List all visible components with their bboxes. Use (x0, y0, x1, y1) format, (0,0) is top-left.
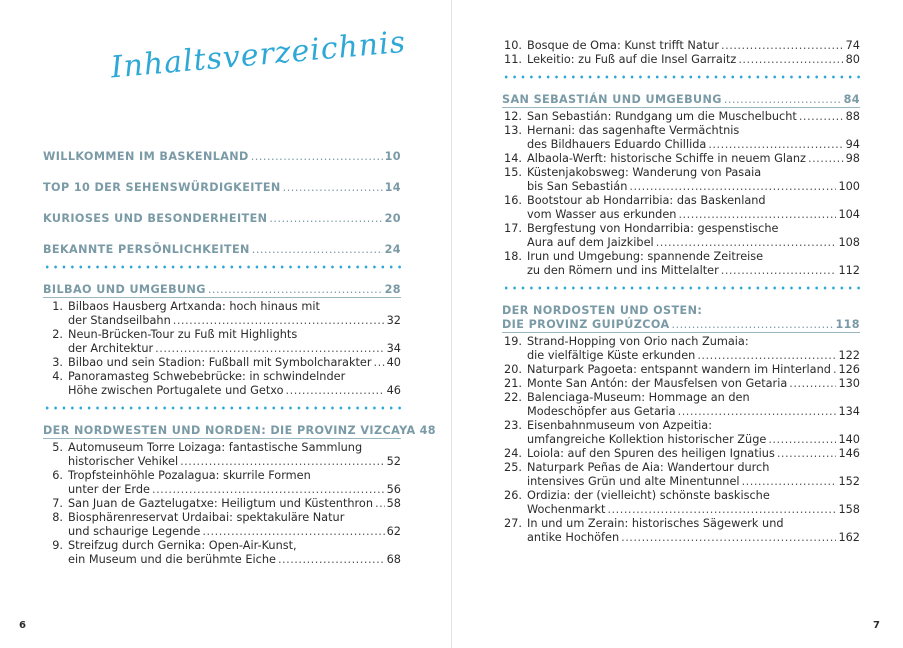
item-text: umfangreiche Kollektion historischer Züge (527, 433, 767, 446)
dot-leader (251, 150, 383, 164)
item-text: antike Hochöfen (527, 531, 620, 544)
item-page: 62 (386, 525, 401, 538)
item-page: 80 (845, 53, 860, 66)
item-page: 122 (838, 349, 860, 362)
item-text: Bootstour ab Hondarribia: das Baskenland (527, 194, 766, 207)
item-text: Küstenjakobsweg: Wanderung von Pasaia (527, 166, 762, 179)
dot-leader (374, 356, 385, 370)
item-page: 112 (838, 264, 860, 277)
toc-item[interactable] (502, 166, 860, 194)
item-page: 98 (845, 152, 860, 165)
section-heading-bilbao[interactable] (43, 283, 401, 297)
item-number: 21. (504, 377, 522, 390)
section-heading-guipuzcoa[interactable] (502, 304, 860, 332)
item-number: 20. (504, 363, 522, 376)
section-rule (43, 297, 401, 298)
section-page: 118 (835, 318, 860, 331)
toc-item[interactable] (502, 363, 860, 377)
section-page: 84 (843, 93, 860, 106)
dotted-separator (502, 73, 860, 81)
page-number-left: 6 (19, 620, 26, 631)
toc-right (502, 39, 860, 545)
item-text: Albaola-Werft: historische Schiffe in neuem Glanz (527, 152, 806, 165)
item-number: 7. (52, 497, 63, 510)
entry-page: 14 (384, 181, 401, 194)
toc-left (43, 150, 436, 567)
dot-leader (721, 39, 844, 53)
item-text: Wochenmarkt (527, 503, 606, 516)
item-number: 5. (52, 441, 63, 454)
dot-leader (833, 363, 837, 377)
item-text: intensives Grün und alte Minentunnel (527, 475, 740, 488)
item-text: Loiola: auf den Spuren des heiligen Ignatius (527, 447, 775, 460)
item-number: 15. (504, 166, 522, 179)
entry-page: 24 (384, 243, 401, 256)
toc-item[interactable] (43, 497, 401, 511)
dotted-separator (43, 404, 401, 412)
item-text: Eisenbahnmuseum von Azpeitia: (527, 419, 713, 432)
right-page (452, 0, 903, 648)
toc-item[interactable] (502, 194, 860, 222)
dot-leader (678, 208, 836, 222)
item-page: 130 (838, 377, 860, 390)
dotted-separator (43, 263, 401, 271)
dot-leader (721, 264, 837, 278)
item-number: 6. (52, 469, 63, 482)
item-text: Bilbaos Hausberg Artxanda: hoch hinaus mit (68, 300, 320, 313)
item-text: vom Wasser aus erkunden (527, 208, 677, 221)
dot-leader (789, 377, 836, 391)
item-text: Panoramasteg Schwebebrücke: in schwindelnder (68, 370, 346, 383)
item-page: 146 (838, 447, 860, 460)
item-number: 16. (504, 194, 522, 207)
toc-item[interactable] (43, 469, 401, 497)
entry-label: BEKANNTE PERSÖNLICHKEITEN (43, 243, 250, 256)
section-label: DER NORDOSTEN UND OSTEN: (502, 304, 703, 317)
dot-leader (180, 455, 385, 469)
item-number: 11. (504, 53, 522, 66)
item-text: Tropfsteinhöhle Pozalagua: skurrile Formen (68, 469, 311, 482)
item-text: bis San Sebastián (527, 180, 628, 193)
toc-item[interactable] (43, 370, 401, 398)
item-page: 52 (386, 455, 401, 468)
dot-leader (808, 152, 844, 166)
dot-leader (269, 212, 382, 226)
item-text: zu den Römern und ins Mittelalter (527, 264, 719, 277)
item-number: 10. (504, 39, 522, 52)
dot-leader (208, 283, 383, 297)
dot-leader (278, 553, 385, 567)
dot-leader (375, 497, 385, 511)
toc-item[interactable] (43, 300, 401, 328)
toc-entry[interactable] (43, 150, 401, 164)
toc-item[interactable] (502, 447, 860, 461)
item-number: 23. (504, 419, 522, 432)
dot-leader (697, 349, 836, 363)
section-rule (502, 107, 860, 108)
item-page: 140 (838, 433, 860, 446)
dot-leader (202, 525, 384, 539)
section-label: DIE PROVINZ GUIPÚZCOA (502, 318, 670, 331)
toc-item[interactable] (43, 539, 401, 567)
toc-item[interactable] (502, 110, 860, 124)
dot-leader (799, 110, 844, 124)
item-page: 56 (386, 483, 401, 496)
item-number: 4. (52, 370, 63, 383)
item-page: 134 (838, 405, 860, 418)
item-page: 100 (838, 180, 860, 193)
toc-item[interactable] (502, 489, 860, 517)
item-text: Irun und Umgebung: spannende Zeitreise (527, 250, 764, 263)
section-heading-vizcaya[interactable] (43, 424, 436, 438)
item-number: 8. (52, 511, 63, 524)
item-text: Streifzug durch Gernika: Open-Air-Kunst, (68, 539, 297, 552)
item-page: 32 (386, 314, 401, 327)
section-page: 48 (419, 424, 436, 437)
section-label: DER NORDWESTEN UND NORDEN: DIE PROVINZ VIZCAYA (43, 424, 416, 437)
dot-leader (607, 503, 836, 517)
item-text: Naturpark Peñas de Aia: Wandertour durch (527, 461, 770, 474)
dot-leader (742, 475, 837, 489)
page-number-right: 7 (873, 620, 880, 631)
toc-item[interactable] (502, 222, 860, 250)
entry-page: 20 (384, 212, 401, 225)
toc-entry[interactable] (43, 212, 401, 226)
item-text: Monte San Antón: der Mausfelsen von Getaria (527, 377, 788, 390)
item-page: 94 (845, 138, 860, 151)
item-number: 14. (504, 152, 522, 165)
item-number: 13. (504, 124, 522, 137)
item-page: 152 (838, 475, 860, 488)
left-page (0, 0, 451, 648)
item-text: Höhe zwischen Portugalete und Getxo (68, 384, 284, 397)
item-page: 162 (838, 531, 860, 544)
item-text: Bilbao und sein Stadion: Fußball mit Symbolcharakter (68, 356, 372, 369)
item-number: 18. (504, 250, 522, 263)
item-page: 58 (386, 497, 401, 510)
item-text: der Architektur (68, 342, 154, 355)
toc-item[interactable] (502, 124, 860, 152)
item-number: 1. (52, 300, 63, 313)
item-text: Hernani: das sagenhafte Vermächtnis (527, 124, 740, 137)
item-text: Balenciaga-Museum: Hommage an den (527, 391, 750, 404)
item-number: 9. (52, 539, 63, 552)
item-number: 24. (504, 447, 522, 460)
dot-leader (283, 181, 383, 195)
dot-leader (768, 433, 836, 447)
toc-item[interactable] (502, 377, 860, 391)
item-text: San Sebastián: Rundgang um die Muschelbucht (527, 110, 797, 123)
item-number: 12. (504, 110, 522, 123)
item-text: In und um Zerain: historisches Sägewerk und (527, 517, 784, 530)
dot-leader (656, 236, 837, 250)
dot-leader (621, 531, 836, 545)
item-text: Ordizia: der (vielleicht) schönste baskische (527, 489, 770, 502)
item-text: und schaurige Legende (68, 525, 201, 538)
item-number: 26. (504, 489, 522, 502)
item-text: Bosque de Oma: Kunst trifft Natur (527, 39, 720, 52)
item-text: Aura auf dem Jaizkibel (527, 236, 654, 249)
item-number: 2. (52, 328, 63, 341)
item-text: Automuseum Torre Loizaga: fantastische Sammlung (68, 441, 363, 454)
toc-entry[interactable] (43, 243, 401, 257)
dot-leader (173, 314, 385, 328)
dot-leader (738, 53, 843, 67)
item-page: 108 (838, 236, 860, 249)
item-page: 40 (386, 356, 401, 369)
item-text: der Standseilbahn (68, 314, 171, 327)
toc-item[interactable] (502, 461, 860, 489)
item-text: Naturpark Pagoeta: entspannt wandern im Hinterland (527, 363, 831, 376)
item-number: 19. (504, 335, 522, 348)
item-page: 34 (386, 342, 401, 355)
toc-entry[interactable] (43, 181, 401, 195)
dot-leader (152, 483, 385, 497)
toc-item[interactable] (502, 250, 860, 278)
toc-item[interactable] (502, 152, 860, 166)
dot-leader (155, 342, 384, 356)
section-label: SAN SEBASTIÁN UND UMGEBUNG (502, 93, 722, 106)
item-page: 126 (838, 363, 860, 376)
dot-leader (252, 243, 383, 257)
entry-label: WILLKOMMEN IM BASKENLAND (43, 150, 249, 163)
item-number: 27. (504, 517, 522, 530)
dot-leader (678, 405, 837, 419)
item-text: unter der Erde (68, 483, 150, 496)
item-text: die vielfältige Küste erkunden (527, 349, 696, 362)
section-rule (43, 438, 401, 439)
item-text: Biosphärenreservat Urdaibai: spektakuläre Natur (68, 511, 345, 524)
section-heading-sansebastian[interactable] (502, 93, 860, 107)
dot-leader (708, 138, 843, 152)
item-number: 3. (52, 356, 63, 369)
entry-page: 10 (384, 150, 401, 163)
toc-item[interactable] (43, 328, 401, 356)
entry-label: TOP 10 DER SEHENSWÜRDIGKEITEN (43, 181, 281, 194)
item-text: Strand-Hopping von Orio nach Zumaia: (527, 335, 749, 348)
item-text: San Juan de Gaztelugatxe: Heiligtum und Küstenthron (68, 497, 373, 510)
item-page: 46 (386, 384, 401, 397)
entry-label: KURIOSES UND BESONDERHEITEN (43, 212, 268, 225)
section-rule (502, 332, 860, 333)
toc-item[interactable] (43, 511, 401, 539)
toc-item[interactable] (502, 335, 860, 363)
toc-item[interactable] (43, 441, 401, 469)
dot-leader (724, 93, 842, 107)
item-number: 25. (504, 461, 522, 474)
item-page: 158 (838, 503, 860, 516)
item-text: historischer Vehikel (68, 455, 179, 468)
toc-item[interactable] (502, 517, 860, 545)
dot-leader (777, 447, 837, 461)
item-text: Lekeitio: zu Fuß auf die Insel Garraitz (527, 53, 737, 66)
dot-leader (286, 384, 385, 398)
item-number: 17. (504, 222, 522, 235)
item-page: 88 (845, 110, 860, 123)
item-text: Modeschöpfer aus Getaria (527, 405, 676, 418)
dotted-separator (502, 284, 860, 292)
toc-item[interactable] (502, 53, 860, 67)
toc-item[interactable] (43, 356, 401, 370)
toc-item[interactable] (502, 39, 860, 53)
dot-leader (629, 180, 836, 194)
item-page: 74 (845, 39, 860, 52)
toc-item[interactable] (502, 419, 860, 447)
item-page: 104 (838, 208, 860, 221)
dot-leader (672, 318, 834, 332)
section-page: 28 (384, 283, 401, 296)
item-text: des Bildhauers Eduardo Chillida (527, 138, 707, 151)
item-text: Neun-Brücken-Tour zu Fuß mit Highlights (68, 328, 298, 341)
toc-item[interactable] (502, 391, 860, 419)
item-page: 68 (386, 553, 401, 566)
item-number: 22. (504, 391, 522, 404)
toc-title: Inhaltsverzeichnis (109, 24, 408, 86)
item-text: Bergfestung von Hondarribia: gespenstische (527, 222, 779, 235)
section-label: BILBAO UND UMGEBUNG (43, 283, 206, 296)
item-text: ein Museum und die berühmte Eiche (68, 553, 276, 566)
